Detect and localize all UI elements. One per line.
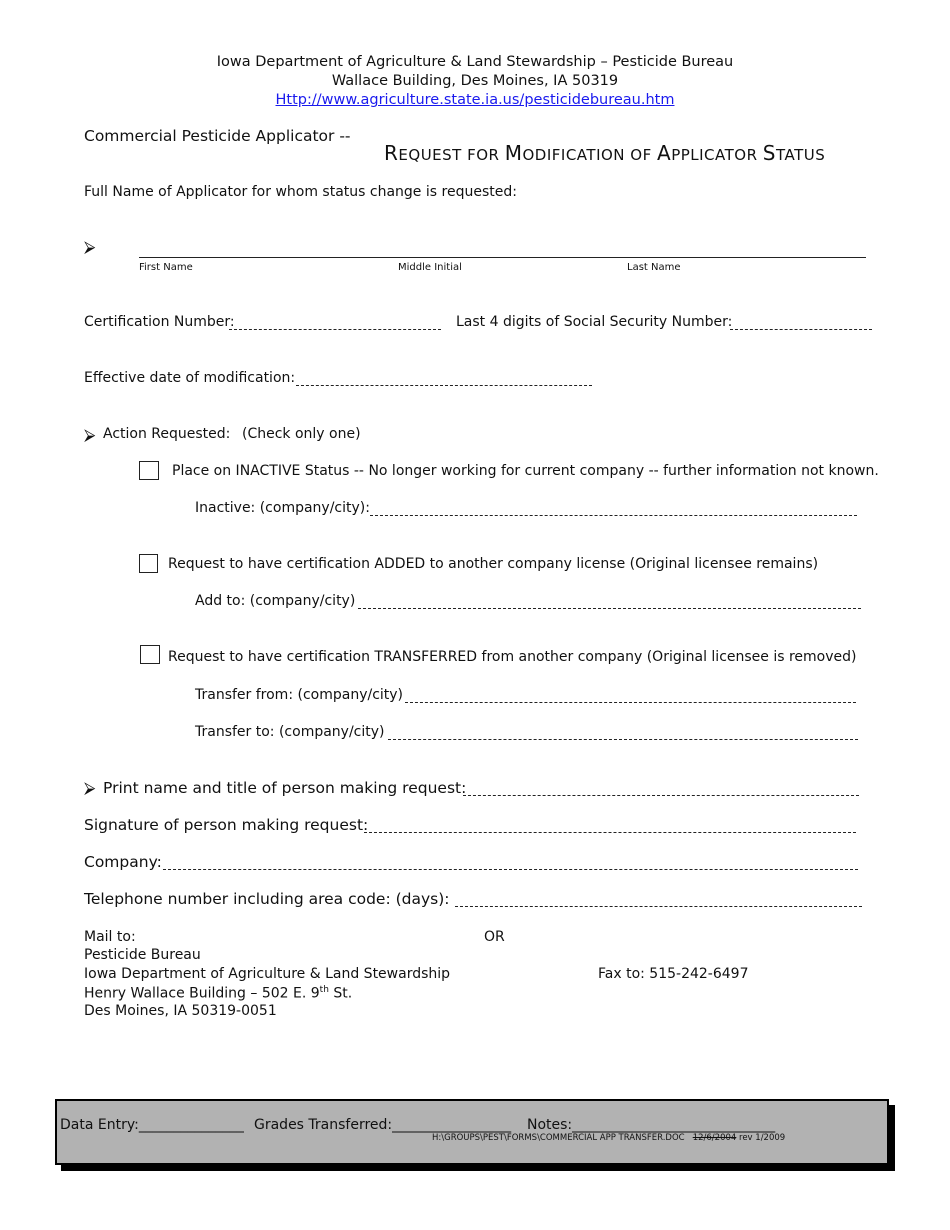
ssn-last4-field[interactable] [730, 329, 872, 330]
telephone-field[interactable] [455, 906, 862, 907]
title-part: TATUS [776, 146, 826, 164]
fax-number: Fax to: 515-242-6497 [598, 966, 749, 982]
mail-address-line [84, 985, 352, 1002]
telephone-label: Telephone number including area code: (days): [84, 890, 450, 908]
transfer-to-field[interactable] [388, 739, 858, 740]
title-part: ODIFICATION OF [522, 146, 657, 164]
ssn-last4-label: Last 4 digits of Social Security Number: [456, 314, 733, 330]
grades-transferred-field: Grades Transferred:_________________ [254, 1117, 512, 1133]
title-part: A [657, 141, 672, 165]
old-date: 12/6/2004 [692, 1133, 737, 1143]
agency-website-container [0, 92, 950, 108]
effective-date-label: Effective date of modification: [84, 370, 296, 386]
transferred-checkbox[interactable] [140, 645, 160, 664]
file-reference [432, 1133, 785, 1143]
agency-name: Iowa Department of Agriculture & Land Stewardship – Pesticide Bureau [216, 54, 734, 70]
notes-field: Notes:_____________________________ [527, 1117, 776, 1133]
inactive-company-field[interactable] [370, 515, 857, 516]
transferred-option-label: Request to have certification TRANSFERRED from another company (Original licensee is removed) [168, 649, 857, 665]
added-option-label: Request to have certification ADDED to another company license (Original licensee remains) [168, 556, 819, 572]
mail-address-line: Des Moines, IA 50319-0051 [84, 1003, 277, 1019]
certification-number-label: Certification Number: [84, 314, 235, 330]
signature-label: Signature of person making request: [84, 816, 369, 834]
mail-address-line: Pesticide Bureau [84, 947, 201, 963]
added-checkbox[interactable] [139, 554, 158, 573]
first-name-caption: First Name [139, 262, 193, 273]
add-to-company-field[interactable] [358, 608, 861, 609]
title-part: R [384, 141, 399, 165]
effective-date-field[interactable] [296, 385, 592, 386]
certification-number-field[interactable] [229, 329, 441, 330]
mail-address-line: Iowa Department of Agriculture & Land Stewardship [84, 966, 451, 982]
signature-field[interactable] [364, 832, 856, 833]
last-name-caption: Last Name [627, 262, 681, 273]
agency-address: Wallace Building, Des Moines, IA 50319 [331, 73, 619, 89]
revision: rev 1/2009 [739, 1133, 786, 1143]
or-label: OR [484, 929, 505, 945]
company-label: Company: [84, 853, 162, 871]
arrowhead-bullet-icon: ⮚ [84, 425, 96, 444]
print-name-field[interactable] [463, 795, 859, 796]
inactive-company-label: Inactive: (company/city): [195, 500, 370, 516]
agency-website-link[interactable]: Http://www.agriculture.state.ia.us/pesticidebureau.htm [275, 92, 675, 108]
action-requested-label: Action Requested: [103, 426, 231, 442]
mail-street-ordinal: th [319, 985, 329, 995]
full-name-label: Full Name of Applicator for whom status change is requested: [84, 184, 517, 200]
action-requested-hint: (Check only one) [242, 426, 361, 442]
company-field[interactable] [163, 869, 858, 870]
inactive-checkbox[interactable] [139, 461, 159, 480]
arrowhead-bullet-icon: ⮚ [84, 237, 96, 256]
title-part: M [504, 141, 523, 165]
file-path: H:\GROUPS\PEST\FORMS\COMMERCIAL APP TRANSFER.DOC [432, 1133, 685, 1143]
transfer-to-label: Transfer to: (company/city) [195, 724, 385, 740]
middle-initial-caption: Middle Initial [398, 262, 462, 273]
data-entry-field: Data Entry:_______________ [60, 1117, 244, 1133]
mail-street: Henry Wallace Building – 502 E. 9 [84, 985, 320, 1002]
transfer-from-label: Transfer from: (company/city) [195, 687, 404, 703]
mail-to-label: Mail to: [84, 929, 136, 945]
add-to-company-label: Add to: (company/city) [195, 593, 356, 609]
full-name-input-line[interactable] [139, 257, 866, 258]
title-part: S [762, 141, 776, 165]
form-category: Commercial Pesticide Applicator -- [84, 127, 351, 145]
form-title [384, 141, 825, 165]
inactive-option-label: Place on INACTIVE Status -- No longer working for current company -- further information not known. [172, 463, 879, 479]
arrowhead-bullet-icon: ⮚ [84, 778, 96, 797]
print-name-label: Print name and title of person making request: [103, 779, 467, 797]
title-part: EQUEST FOR [398, 146, 505, 164]
transfer-from-field[interactable] [405, 702, 856, 703]
mail-street-suffix: St. [328, 985, 353, 1002]
title-part: PPLICATOR [671, 146, 763, 164]
